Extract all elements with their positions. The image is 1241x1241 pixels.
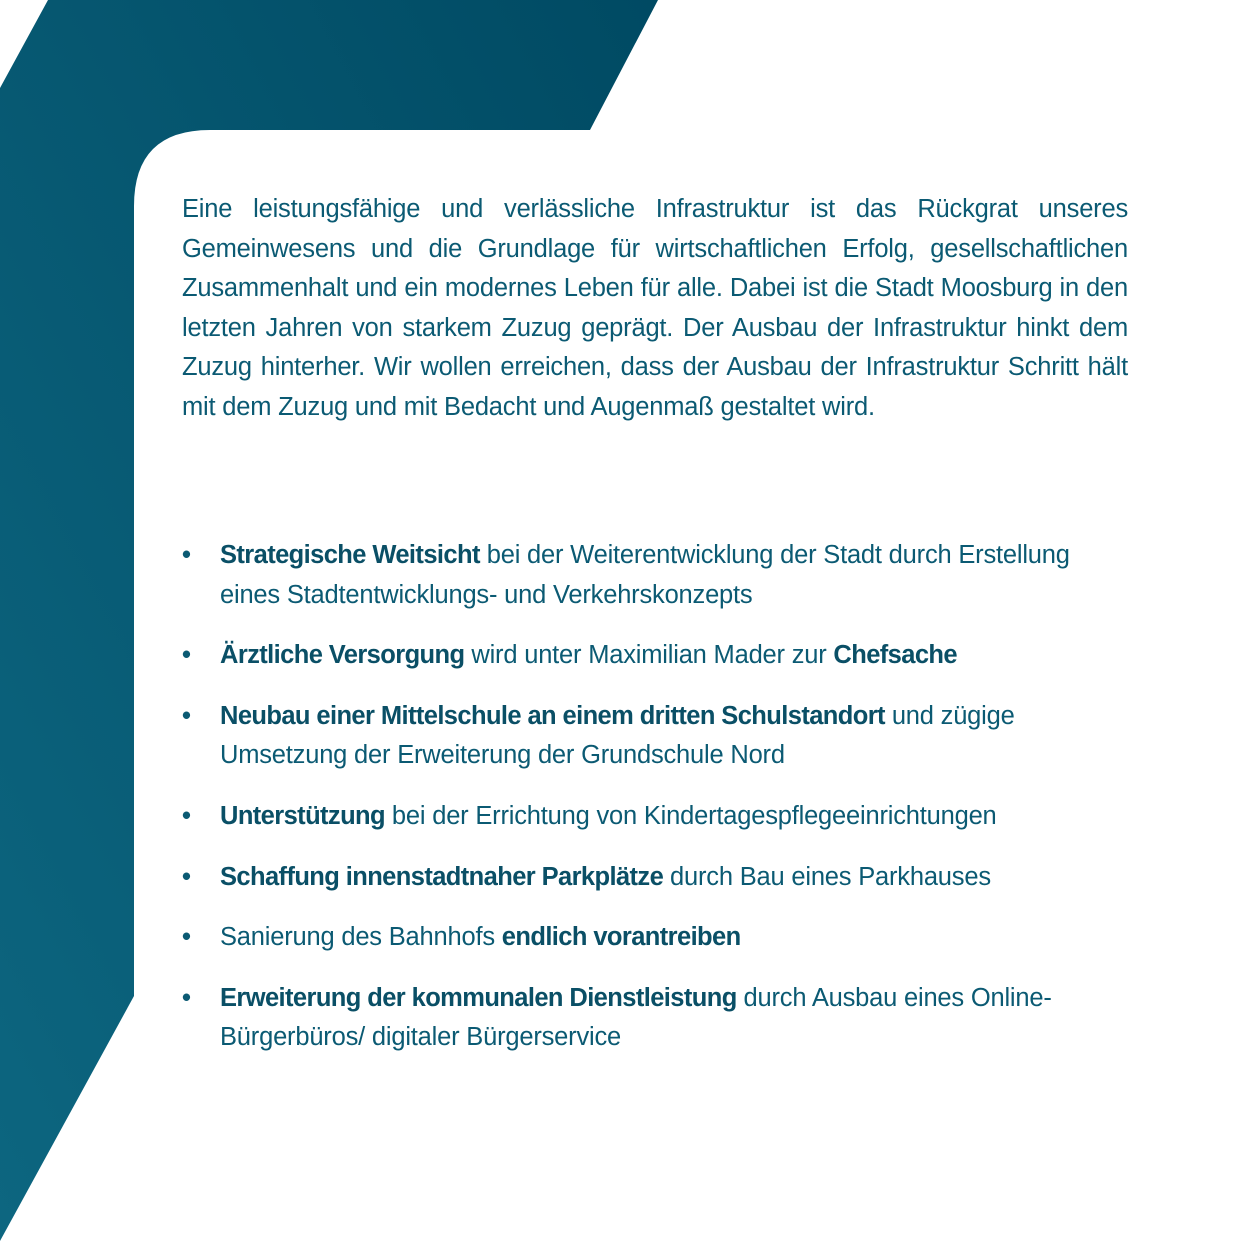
bullet-icon: • — [182, 641, 191, 670]
bullet-icon: • — [182, 923, 191, 952]
list-item — [182, 979, 1128, 1058]
bullet-text: bei der Errichtung von Kindertagespflegeeinrichtungen — [385, 801, 997, 830]
bullet-text: durch Bau eines Parkhauses — [663, 862, 991, 891]
bullet-bold-text: endlich vorantreiben — [501, 923, 741, 952]
list-item — [182, 797, 1128, 837]
bullet-icon: • — [182, 801, 191, 830]
bullet-bold-text: Erweiterung der kommunalen Dienstleistung — [220, 983, 737, 1012]
list-item — [182, 636, 1128, 676]
bullet-icon: • — [182, 541, 191, 569]
bullet-text: und zügige Umsetzung der Erweiterung der Grundschule Nord — [220, 701, 1015, 770]
list-item — [182, 918, 1128, 958]
bullet-bold-text: Neubau einer Mittelschule an einem dritten Schulstandort — [220, 701, 885, 730]
bullet-bold-text: Strategische Weitsicht — [220, 541, 480, 569]
intro-paragraph: Eine leistungsfähige und verlässliche Infrastruktur ist das Rückgrat unseres Gemeinwesens und die Grundlage für wirtschaftlichen Erfolg, gesellschaftlichen Zusammenhalt und ein modernes Leben für alle. Dabei ist die Stadt Moosburg in den letzten Jahren von starkem Zuzug geprägt. Der Ausbau der Infrastruktur hinkt dem Zuzug hinterher. Wir wollen erreichen, dass der Ausbau der Infrastruktur Schritt hält mit dem Zuzug und mit Bedacht und Augenmaß gestaltet wird. — [182, 195, 1128, 421]
bullet-icon: • — [182, 701, 191, 730]
bullet-text: Sanierung des Bahnhofs — [220, 923, 502, 952]
bullet-icon: • — [182, 983, 191, 1012]
bullet-text: durch Ausbau eines Online-Bürgerbüros/ digitaler Bürgerservice — [220, 983, 1052, 1052]
bullet-bold-text: Unterstützung — [220, 801, 386, 830]
bullet-icon: • — [182, 862, 191, 891]
list-item — [182, 536, 1128, 615]
bullet-bold-text: Chefsache — [833, 641, 957, 670]
main-content — [182, 190, 1128, 1052]
list-item — [182, 858, 1128, 898]
bullet-text: wird unter Maximilian Mader zur — [464, 641, 834, 670]
bullet-text: bei der Weiterentwicklung der Stadt durch Erstellung eines Stadtentwicklungs- und Verkehrskonzepts — [220, 541, 1070, 609]
bullet-list — [182, 536, 1128, 1079]
bullet-bold-text: Ärztliche Versorgung — [220, 641, 465, 670]
bullet-bold-text: Schaffung innenstadtnaher Parkplätze — [220, 862, 664, 891]
list-item — [182, 697, 1128, 776]
